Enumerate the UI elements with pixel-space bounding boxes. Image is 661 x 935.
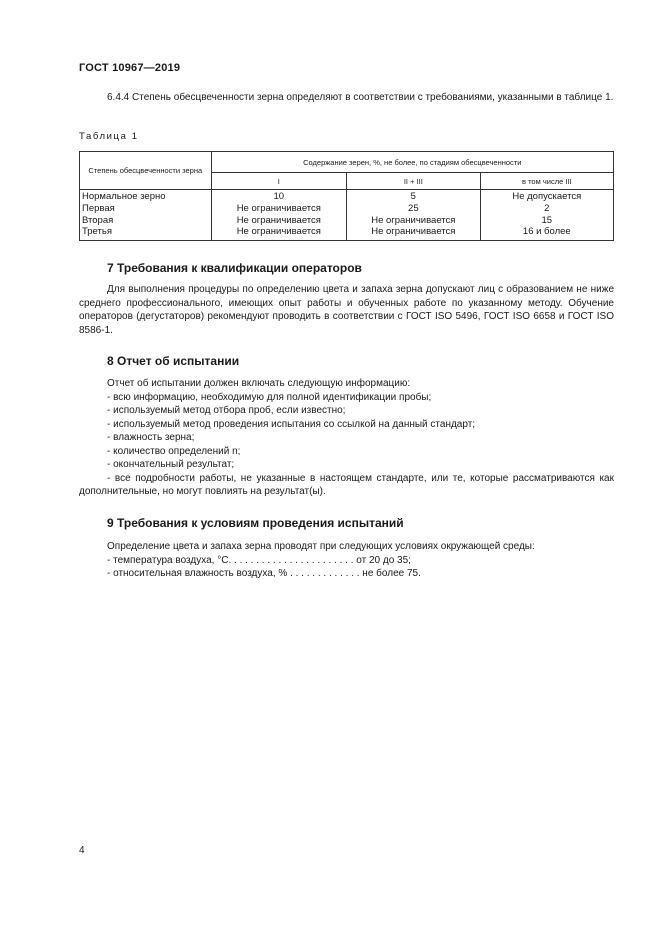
table-cell: 5 bbox=[410, 191, 416, 202]
table-col-III bbox=[480, 190, 613, 241]
list-item: - влажность зерна; bbox=[107, 432, 195, 443]
list-item: - температура воздуха, °С. . . . . . . . . . . . . . . . . . . . . . . от 20 до 35; bbox=[107, 554, 411, 566]
table-row-label: Третья bbox=[82, 226, 112, 238]
table-cell: 2 bbox=[544, 202, 550, 214]
standard-header: ГОСТ 10967—2019 bbox=[79, 62, 181, 74]
table-col-labels bbox=[80, 190, 212, 241]
table-cell: Не ограничивается bbox=[371, 214, 456, 226]
table-subheader-II-III: II + III bbox=[347, 173, 481, 190]
table-subheader-III: в том числе III bbox=[480, 173, 613, 190]
table-cell: 25 bbox=[408, 202, 419, 214]
table-param-header: Степень обесцвеченности зерна bbox=[80, 152, 212, 190]
list-item: - количество определений n; bbox=[107, 445, 241, 457]
table-cell: Не ограничивается bbox=[236, 202, 321, 214]
section-9-intro: Определение цвета и запаха зерна проводят при следующих условиях окружающей среды: bbox=[107, 541, 535, 552]
section-7-text: Для выполнения процедуры по определению цвета и запаха зерна допускают лиц с образованием не ниже среднего профессионального, имеющих опыт работы и обученных работе по указанному методу. Обучение операторов (дегустаторов) рекомендуют проводить в соответствии с ГОСТ ISO 5496, ГОСТ ISO 6658 и ГОСТ ISO 8586-1. bbox=[79, 284, 614, 336]
table-cell: Не ограничивается bbox=[236, 226, 321, 238]
section-9-heading: 9 Требования к условиям проведения испытаний bbox=[107, 516, 404, 530]
table-1 bbox=[79, 151, 614, 241]
clause-6-4-4: 6.4.4 Степень обесцвеченности зерна определяют в соответствии с требованиями, указанными в таблице 1. bbox=[107, 92, 614, 103]
section-7-heading: 7 Требования к квалификации операторов bbox=[107, 261, 362, 275]
list-item: - окончательный результат; bbox=[107, 459, 235, 470]
table-subheader-I: I bbox=[211, 173, 347, 190]
table-span-header: Содержание зерен, %, не более, по стадиям обесцвеченности bbox=[211, 152, 613, 173]
table-col-I bbox=[211, 190, 347, 241]
page-number: 4 bbox=[79, 845, 85, 856]
table-row-label: Первая bbox=[82, 202, 115, 214]
table-col-II-III bbox=[347, 190, 481, 241]
table-body bbox=[80, 190, 614, 241]
table-cell: 10 bbox=[273, 191, 285, 202]
table-caption: Таблица 1 bbox=[79, 131, 139, 142]
section-8-heading: 8 Отчет об испытании bbox=[107, 354, 240, 368]
table-cell: 16 и более bbox=[522, 226, 571, 238]
list-item: - используемый метод отбора проб, если известно; bbox=[107, 405, 346, 416]
list-item: - все подробности работы, не указанные в настоящем стандарте, или те, которые рассматриваются как дополнительные, но могут повлиять на результат(ы). bbox=[79, 472, 614, 497]
section-8-intro: Отчет об испытании должен включать следующую информацию: bbox=[107, 378, 411, 389]
list-item: - относительная влажность воздуха, % . . . . . . . . . . . . . не более 75. bbox=[107, 568, 421, 579]
table-row-label: Нормальное зерно bbox=[82, 191, 166, 202]
table-cell: Не ограничивается bbox=[371, 226, 456, 238]
list-item: - всю информацию, необходимую для полной идентификации пробы; bbox=[107, 391, 432, 403]
section-9-body bbox=[79, 540, 614, 581]
table-cell: 15 bbox=[541, 214, 553, 226]
table-row-label: Вторая bbox=[82, 214, 114, 226]
table-cell: Не допускается bbox=[512, 191, 582, 202]
table-cell: Не ограничивается bbox=[236, 214, 321, 226]
list-item: - используемый метод проведения испытания со ссылкой на данный стандарт; bbox=[107, 418, 476, 430]
section-8-body bbox=[79, 377, 614, 499]
